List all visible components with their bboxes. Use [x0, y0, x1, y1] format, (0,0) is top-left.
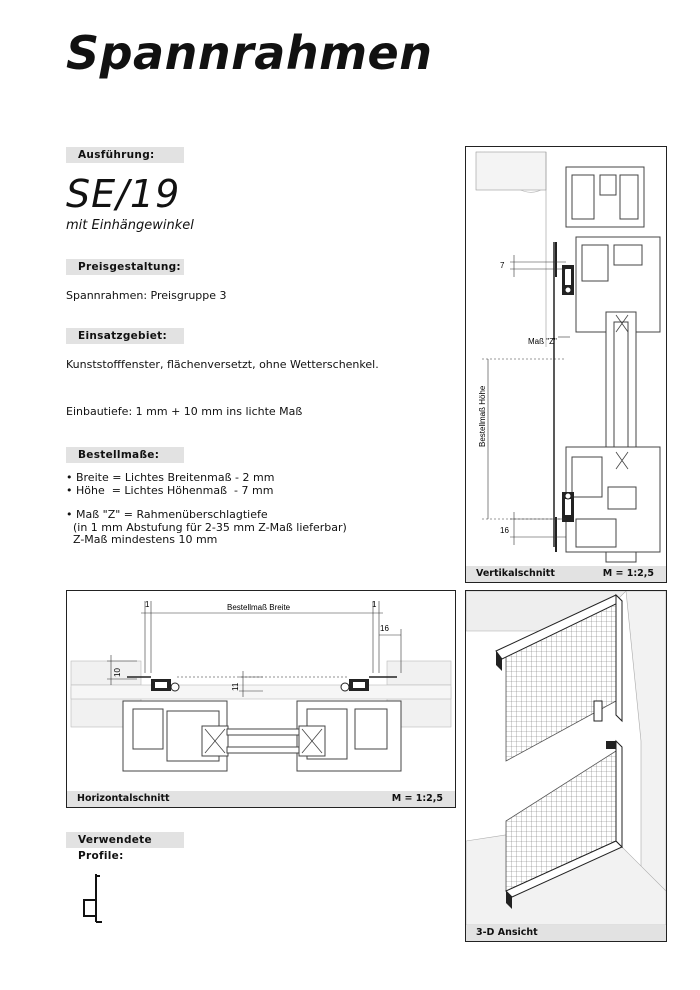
horizontal-dim-right: 1 — [372, 600, 377, 609]
page-title: Spannrahmen — [66, 26, 433, 80]
einbautiefe-text: Einbautiefe: 1 mm + 10 mm ins lichte Maß — [66, 405, 303, 418]
bestell-list — [66, 472, 347, 547]
bestell-line: (in 1 mm Abstufung für 2-35 mm Z-Maß lieferbar) — [66, 520, 347, 534]
horizontalschnitt-caption-bar — [67, 791, 455, 807]
horizontalschnitt-scale: M = 1:2,5 — [391, 793, 443, 804]
einsatz-text: Kunststofffenster, flächenversetzt, ohne Wetterschenkel. — [66, 358, 379, 371]
profile-label: Verwendete Profile: — [66, 832, 184, 848]
model-name: SE/19 — [66, 172, 181, 216]
horizontal-dim-10: 10 — [113, 668, 122, 677]
preis-text: Spannrahmen: Preisgruppe 3 — [66, 289, 227, 302]
bestell-line: • Breite = Lichtes Breitenmaß - 2 mm — [66, 471, 275, 484]
model-subtitle: mit Einhängewinkel — [66, 218, 194, 233]
bestellmass-hoehe-label: Bestellmaß Höhe — [478, 385, 487, 447]
horizontalschnitt-caption: Horizontalschnitt — [77, 793, 170, 804]
horizontal-dim-11: 11 — [231, 682, 240, 691]
bestell-line: • Maß "Z" = Rahmenüberschlagtiefe — [66, 508, 268, 521]
ansicht-3d-figure — [465, 590, 667, 942]
horizontal-section-drawing — [67, 591, 455, 791]
horizontalschnitt-figure — [66, 590, 456, 808]
preis-label: Preisgestaltung: — [66, 259, 184, 275]
horizontal-dim-left: 1 — [145, 600, 150, 609]
vertical-dim-bottom: 16 — [500, 526, 509, 535]
bestell-line: Z-Maß mindestens 10 mm — [66, 533, 218, 546]
horizontal-dim-16: 16 — [380, 624, 389, 633]
vertical-dim-top: 7 — [500, 261, 505, 270]
vertikalschnitt-figure — [465, 146, 667, 583]
ausfuehrung-label: Ausführung: — [66, 147, 184, 163]
vertikalschnitt-scale: M = 1:2,5 — [602, 568, 654, 579]
vertikalschnitt-caption: Vertikalschnitt — [476, 568, 555, 579]
ansicht-caption: 3-D Ansicht — [476, 927, 538, 938]
ansicht-caption-bar — [466, 925, 666, 941]
vertical-section-drawing — [466, 147, 666, 565]
einsatz-label: Einsatzgebiet: — [66, 328, 184, 344]
bestell-label: Bestellmaße: — [66, 447, 184, 463]
mass-z-label: Maß "Z" — [528, 337, 557, 346]
bestellmass-breite-label: Bestellmaß Breite — [227, 603, 291, 612]
vertikalschnitt-caption-bar — [466, 566, 666, 582]
profile-icon — [74, 870, 114, 925]
3d-view-drawing — [466, 591, 666, 925]
bestell-line: • Höhe = Lichtes Höhenmaß - 7 mm — [66, 483, 274, 497]
